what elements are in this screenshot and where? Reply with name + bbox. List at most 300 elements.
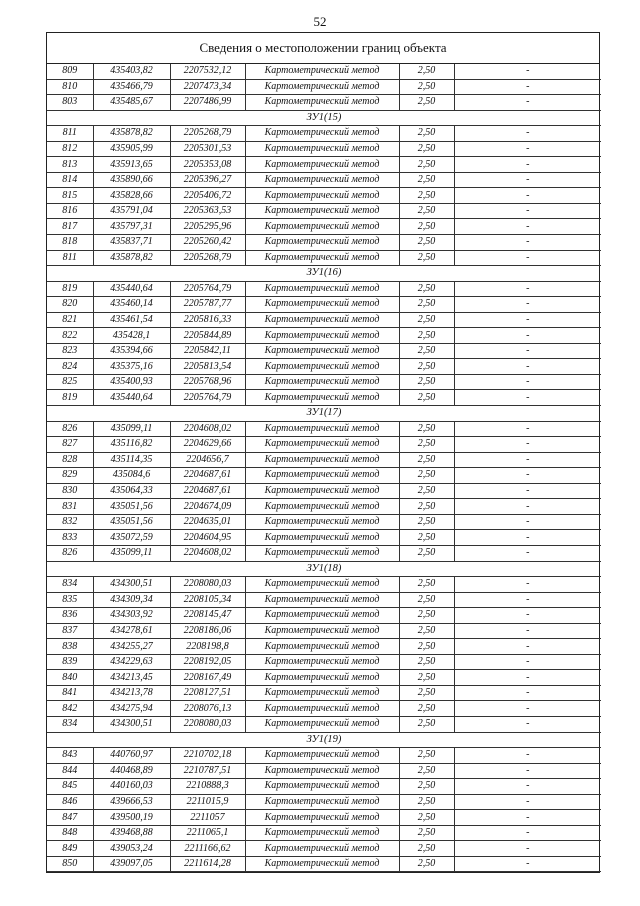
accuracy-cell: 2,50	[399, 608, 454, 624]
description-cell: -	[454, 825, 601, 841]
table-row	[47, 172, 601, 188]
description-cell: -	[454, 654, 601, 670]
coordinate-x-cell: 435485,67	[93, 95, 170, 111]
method-cell: Картометрический метод	[245, 499, 399, 515]
method-cell: Картометрический метод	[245, 825, 399, 841]
coordinate-x-cell: 435099,11	[93, 545, 170, 561]
description-cell: -	[454, 530, 601, 546]
coordinate-x-cell: 434275,94	[93, 701, 170, 717]
method-cell: Картометрический метод	[245, 545, 399, 561]
description-cell: -	[454, 250, 601, 266]
description-cell: -	[454, 157, 601, 173]
table-row	[47, 219, 601, 235]
coordinate-x-cell: 435099,11	[93, 421, 170, 437]
accuracy-cell: 2,50	[399, 763, 454, 779]
point-number-cell: 811	[47, 126, 93, 142]
section-header-row	[47, 266, 601, 282]
point-number-cell: 844	[47, 763, 93, 779]
description-cell: -	[454, 281, 601, 297]
coordinate-y-cell: 2205353,08	[170, 157, 245, 173]
coordinate-y-cell: 2205260,42	[170, 235, 245, 251]
coordinate-y-cell: 2211065,1	[170, 825, 245, 841]
table-row	[47, 421, 601, 437]
description-cell: -	[454, 126, 601, 142]
accuracy-cell: 2,50	[399, 172, 454, 188]
coordinate-x-cell: 435114,35	[93, 452, 170, 468]
coordinate-y-cell: 2205301,53	[170, 141, 245, 157]
coordinate-x-cell: 435837,71	[93, 235, 170, 251]
description-cell: -	[454, 452, 601, 468]
table-row	[47, 530, 601, 546]
coordinate-x-cell: 434303,92	[93, 608, 170, 624]
description-cell: -	[454, 748, 601, 764]
table-row	[47, 157, 601, 173]
accuracy-cell: 2,50	[399, 250, 454, 266]
coordinate-x-cell: 439468,88	[93, 825, 170, 841]
coordinate-x-cell: 435890,66	[93, 172, 170, 188]
method-cell: Картометрический метод	[245, 235, 399, 251]
coordinate-y-cell: 2208105,34	[170, 592, 245, 608]
coordinate-x-cell: 435403,82	[93, 64, 170, 79]
point-number-cell: 833	[47, 530, 93, 546]
method-cell: Картометрический метод	[245, 250, 399, 266]
coordinate-x-cell: 440760,97	[93, 748, 170, 764]
table-row	[47, 452, 601, 468]
coordinate-y-cell: 2204635,01	[170, 514, 245, 530]
coordinate-y-cell: 2205268,79	[170, 250, 245, 266]
description-cell: -	[454, 437, 601, 453]
table-row	[47, 577, 601, 593]
point-number-cell: 815	[47, 188, 93, 204]
table-row	[47, 312, 601, 328]
point-number-cell: 809	[47, 64, 93, 79]
accuracy-cell: 2,50	[399, 374, 454, 390]
description-cell: -	[454, 95, 601, 111]
table-row	[47, 141, 601, 157]
table-row	[47, 670, 601, 686]
method-cell: Картометрический метод	[245, 79, 399, 95]
method-cell: Картометрический метод	[245, 281, 399, 297]
description-cell: -	[454, 483, 601, 499]
point-number-cell: 812	[47, 141, 93, 157]
method-cell: Картометрический метод	[245, 437, 399, 453]
point-number-cell: 811	[47, 250, 93, 266]
coordinate-x-cell: 435084,6	[93, 468, 170, 484]
description-cell: -	[454, 499, 601, 515]
accuracy-cell: 2,50	[399, 592, 454, 608]
accuracy-cell: 2,50	[399, 856, 454, 872]
accuracy-cell: 2,50	[399, 825, 454, 841]
coordinate-y-cell: 2211057	[170, 810, 245, 826]
method-cell: Картометрический метод	[245, 483, 399, 499]
coordinate-y-cell: 2208080,03	[170, 577, 245, 593]
coordinate-x-cell: 434229,63	[93, 654, 170, 670]
table-row	[47, 856, 601, 872]
coordinate-y-cell: 2207532,12	[170, 64, 245, 79]
method-cell: Картометрический метод	[245, 623, 399, 639]
point-number-cell: 838	[47, 639, 93, 655]
coordinate-x-cell: 439097,05	[93, 856, 170, 872]
description-cell: -	[454, 763, 601, 779]
table-row	[47, 514, 601, 530]
method-cell: Картометрический метод	[245, 452, 399, 468]
point-number-cell: 832	[47, 514, 93, 530]
table-row	[47, 126, 601, 142]
description-cell: -	[454, 421, 601, 437]
section-label: ЗУ1(17)	[47, 406, 601, 422]
method-cell: Картометрический метод	[245, 841, 399, 857]
coordinate-y-cell: 2210888,3	[170, 779, 245, 795]
accuracy-cell: 2,50	[399, 639, 454, 655]
accuracy-cell: 2,50	[399, 141, 454, 157]
accuracy-cell: 2,50	[399, 95, 454, 111]
section-header-row	[47, 732, 601, 748]
table-row	[47, 654, 601, 670]
coordinates-table-body	[47, 64, 601, 872]
description-cell: -	[454, 841, 601, 857]
description-cell: -	[454, 514, 601, 530]
coordinate-y-cell: 2205787,77	[170, 297, 245, 313]
coordinate-x-cell: 435400,93	[93, 374, 170, 390]
point-number-cell: 823	[47, 343, 93, 359]
table-row	[47, 468, 601, 484]
method-cell: Картометрический метод	[245, 343, 399, 359]
accuracy-cell: 2,50	[399, 437, 454, 453]
point-number-cell: 821	[47, 312, 93, 328]
table-row	[47, 810, 601, 826]
coordinate-x-cell: 435440,64	[93, 390, 170, 406]
point-number-cell: 834	[47, 716, 93, 732]
coordinate-x-cell: 435051,56	[93, 499, 170, 515]
coordinate-y-cell: 2208127,51	[170, 685, 245, 701]
section-label: ЗУ1(15)	[47, 110, 601, 126]
method-cell: Картометрический метод	[245, 530, 399, 546]
point-number-cell: 825	[47, 374, 93, 390]
table-row	[47, 483, 601, 499]
method-cell: Картометрический метод	[245, 359, 399, 375]
table-row	[47, 281, 601, 297]
point-number-cell: 846	[47, 794, 93, 810]
coordinate-y-cell: 2205844,89	[170, 328, 245, 344]
point-number-cell: 826	[47, 545, 93, 561]
coordinate-x-cell: 434309,34	[93, 592, 170, 608]
coordinate-x-cell: 435797,31	[93, 219, 170, 235]
method-cell: Картометрический метод	[245, 701, 399, 717]
coordinate-y-cell: 2204608,02	[170, 421, 245, 437]
table-row	[47, 623, 601, 639]
method-cell: Картометрический метод	[245, 328, 399, 344]
description-cell: -	[454, 810, 601, 826]
method-cell: Картометрический метод	[245, 390, 399, 406]
coordinate-y-cell: 2205764,79	[170, 281, 245, 297]
method-cell: Картометрический метод	[245, 810, 399, 826]
accuracy-cell: 2,50	[399, 312, 454, 328]
method-cell: Картометрический метод	[245, 95, 399, 111]
description-cell: -	[454, 359, 601, 375]
method-cell: Картометрический метод	[245, 126, 399, 142]
point-number-cell: 820	[47, 297, 93, 313]
point-number-cell: 822	[47, 328, 93, 344]
table-row	[47, 592, 601, 608]
coordinate-y-cell: 2211166,62	[170, 841, 245, 857]
coordinate-x-cell: 434300,51	[93, 716, 170, 732]
coordinate-y-cell: 2205268,79	[170, 126, 245, 142]
coordinate-y-cell: 2207486,99	[170, 95, 245, 111]
accuracy-cell: 2,50	[399, 452, 454, 468]
method-cell: Картометрический метод	[245, 779, 399, 795]
table-row	[47, 701, 601, 717]
coordinate-x-cell: 435072,59	[93, 530, 170, 546]
coordinate-y-cell: 2204687,61	[170, 483, 245, 499]
method-cell: Картометрический метод	[245, 592, 399, 608]
accuracy-cell: 2,50	[399, 343, 454, 359]
point-number-cell: 837	[47, 623, 93, 639]
description-cell: -	[454, 312, 601, 328]
description-cell: -	[454, 577, 601, 593]
table-row	[47, 685, 601, 701]
method-cell: Картометрический метод	[245, 794, 399, 810]
accuracy-cell: 2,50	[399, 203, 454, 219]
table-row	[47, 64, 601, 79]
description-cell: -	[454, 468, 601, 484]
coordinate-x-cell: 435878,82	[93, 250, 170, 266]
coordinate-y-cell: 2205406,72	[170, 188, 245, 204]
coordinate-x-cell: 434213,78	[93, 685, 170, 701]
table-row	[47, 188, 601, 204]
point-number-cell: 828	[47, 452, 93, 468]
description-cell: -	[454, 374, 601, 390]
point-number-cell: 842	[47, 701, 93, 717]
accuracy-cell: 2,50	[399, 421, 454, 437]
coordinate-x-cell: 435878,82	[93, 126, 170, 142]
point-number-cell: 827	[47, 437, 93, 453]
accuracy-cell: 2,50	[399, 390, 454, 406]
method-cell: Картометрический метод	[245, 856, 399, 872]
method-cell: Картометрический метод	[245, 141, 399, 157]
description-cell: -	[454, 639, 601, 655]
method-cell: Картометрический метод	[245, 203, 399, 219]
method-cell: Картометрический метод	[245, 670, 399, 686]
coordinate-x-cell: 439500,19	[93, 810, 170, 826]
coordinate-x-cell: 435051,56	[93, 514, 170, 530]
accuracy-cell: 2,50	[399, 841, 454, 857]
description-cell: -	[454, 545, 601, 561]
coordinate-x-cell: 440468,89	[93, 763, 170, 779]
table-row	[47, 841, 601, 857]
description-cell: -	[454, 343, 601, 359]
description-cell: -	[454, 188, 601, 204]
coordinate-x-cell: 440160,03	[93, 779, 170, 795]
point-number-cell: 849	[47, 841, 93, 857]
coordinate-x-cell: 435828,66	[93, 188, 170, 204]
coordinate-x-cell: 435394,66	[93, 343, 170, 359]
description-cell: -	[454, 64, 601, 79]
method-cell: Картометрический метод	[245, 654, 399, 670]
point-number-cell: 810	[47, 79, 93, 95]
table-row	[47, 343, 601, 359]
method-cell: Картометрический метод	[245, 172, 399, 188]
accuracy-cell: 2,50	[399, 64, 454, 79]
point-number-cell: 841	[47, 685, 93, 701]
method-cell: Картометрический метод	[245, 763, 399, 779]
description-cell: -	[454, 297, 601, 313]
description-cell: -	[454, 685, 601, 701]
coordinate-y-cell: 2204604,95	[170, 530, 245, 546]
coordinate-x-cell: 435440,64	[93, 281, 170, 297]
point-number-cell: 824	[47, 359, 93, 375]
table-row	[47, 437, 601, 453]
point-number-cell: 831	[47, 499, 93, 515]
description-cell: -	[454, 701, 601, 717]
point-number-cell: 813	[47, 157, 93, 173]
table-row	[47, 608, 601, 624]
section-header-row	[47, 110, 601, 126]
accuracy-cell: 2,50	[399, 716, 454, 732]
accuracy-cell: 2,50	[399, 530, 454, 546]
coordinate-x-cell: 435913,65	[93, 157, 170, 173]
description-cell: -	[454, 79, 601, 95]
description-cell: -	[454, 623, 601, 639]
accuracy-cell: 2,50	[399, 483, 454, 499]
method-cell: Картометрический метод	[245, 188, 399, 204]
accuracy-cell: 2,50	[399, 779, 454, 795]
accuracy-cell: 2,50	[399, 810, 454, 826]
table-row	[47, 95, 601, 111]
coordinate-x-cell: 435466,79	[93, 79, 170, 95]
table-row	[47, 359, 601, 375]
boundary-table-frame	[46, 32, 600, 873]
coordinate-y-cell: 2210702,18	[170, 748, 245, 764]
coordinate-y-cell: 2205768,96	[170, 374, 245, 390]
method-cell: Картометрический метод	[245, 577, 399, 593]
description-cell: -	[454, 794, 601, 810]
accuracy-cell: 2,50	[399, 514, 454, 530]
accuracy-cell: 2,50	[399, 654, 454, 670]
method-cell: Картометрический метод	[245, 421, 399, 437]
table-row	[47, 374, 601, 390]
description-cell: -	[454, 172, 601, 188]
point-number-cell: 850	[47, 856, 93, 872]
coordinate-y-cell: 2205764,79	[170, 390, 245, 406]
coordinate-x-cell: 434255,27	[93, 639, 170, 655]
method-cell: Картометрический метод	[245, 514, 399, 530]
section-label: ЗУ1(16)	[47, 266, 601, 282]
coordinate-y-cell: 2205842,11	[170, 343, 245, 359]
table-row	[47, 250, 601, 266]
point-number-cell: 835	[47, 592, 93, 608]
table-row	[47, 779, 601, 795]
point-number-cell: 814	[47, 172, 93, 188]
method-cell: Картометрический метод	[245, 639, 399, 655]
table-row	[47, 235, 601, 251]
coordinate-x-cell: 435116,82	[93, 437, 170, 453]
method-cell: Картометрический метод	[245, 685, 399, 701]
table-row	[47, 639, 601, 655]
accuracy-cell: 2,50	[399, 328, 454, 344]
table-row	[47, 716, 601, 732]
point-number-cell: 818	[47, 235, 93, 251]
coordinate-y-cell: 2205396,27	[170, 172, 245, 188]
point-number-cell: 819	[47, 281, 93, 297]
coordinate-y-cell: 2205816,33	[170, 312, 245, 328]
point-number-cell: 816	[47, 203, 93, 219]
accuracy-cell: 2,50	[399, 157, 454, 173]
coordinate-x-cell: 435460,14	[93, 297, 170, 313]
coordinate-x-cell: 435905,99	[93, 141, 170, 157]
table-row	[47, 297, 601, 313]
table-row	[47, 328, 601, 344]
coordinate-x-cell: 439053,24	[93, 841, 170, 857]
coordinate-x-cell: 435375,16	[93, 359, 170, 375]
accuracy-cell: 2,50	[399, 499, 454, 515]
coordinate-x-cell: 434278,61	[93, 623, 170, 639]
description-cell: -	[454, 235, 601, 251]
description-cell: -	[454, 779, 601, 795]
method-cell: Картометрический метод	[245, 716, 399, 732]
point-number-cell: 830	[47, 483, 93, 499]
method-cell: Картометрический метод	[245, 157, 399, 173]
coordinate-y-cell: 2204608,02	[170, 545, 245, 561]
method-cell: Картометрический метод	[245, 374, 399, 390]
coordinate-y-cell: 2204687,61	[170, 468, 245, 484]
coordinate-y-cell: 2205363,53	[170, 203, 245, 219]
accuracy-cell: 2,50	[399, 235, 454, 251]
description-cell: -	[454, 328, 601, 344]
accuracy-cell: 2,50	[399, 468, 454, 484]
description-cell: -	[454, 856, 601, 872]
coordinate-y-cell: 2208076,13	[170, 701, 245, 717]
description-cell: -	[454, 390, 601, 406]
coordinates-table	[47, 64, 601, 872]
page-number: 52	[313, 14, 327, 29]
point-number-cell: 817	[47, 219, 93, 235]
point-number-cell: 829	[47, 468, 93, 484]
accuracy-cell: 2,50	[399, 623, 454, 639]
coordinate-x-cell: 435461,54	[93, 312, 170, 328]
method-cell: Картометрический метод	[245, 312, 399, 328]
table-row	[47, 794, 601, 810]
coordinate-x-cell: 435064,33	[93, 483, 170, 499]
description-cell: -	[454, 203, 601, 219]
coordinate-y-cell: 2204629,66	[170, 437, 245, 453]
coordinate-x-cell: 439666,53	[93, 794, 170, 810]
coordinate-y-cell: 2208145,47	[170, 608, 245, 624]
coordinate-y-cell: 2205295,96	[170, 219, 245, 235]
section-label: ЗУ1(18)	[47, 561, 601, 577]
accuracy-cell: 2,50	[399, 79, 454, 95]
table-row	[47, 203, 601, 219]
coordinate-y-cell: 2205813,54	[170, 359, 245, 375]
coordinate-y-cell: 2207473,34	[170, 79, 245, 95]
point-number-cell: 840	[47, 670, 93, 686]
coordinate-y-cell: 2208198,8	[170, 639, 245, 655]
coordinate-y-cell: 2208080,03	[170, 716, 245, 732]
point-number-cell: 845	[47, 779, 93, 795]
method-cell: Картометрический метод	[245, 219, 399, 235]
description-cell: -	[454, 141, 601, 157]
coordinate-x-cell: 435428,1	[93, 328, 170, 344]
accuracy-cell: 2,50	[399, 701, 454, 717]
table-row	[47, 748, 601, 764]
table-row	[47, 79, 601, 95]
coordinate-y-cell: 2208167,49	[170, 670, 245, 686]
section-header-row	[47, 406, 601, 422]
accuracy-cell: 2,50	[399, 281, 454, 297]
method-cell: Картометрический метод	[245, 297, 399, 313]
coordinate-x-cell: 434213,45	[93, 670, 170, 686]
table-row	[47, 499, 601, 515]
coordinate-y-cell: 2210787,51	[170, 763, 245, 779]
